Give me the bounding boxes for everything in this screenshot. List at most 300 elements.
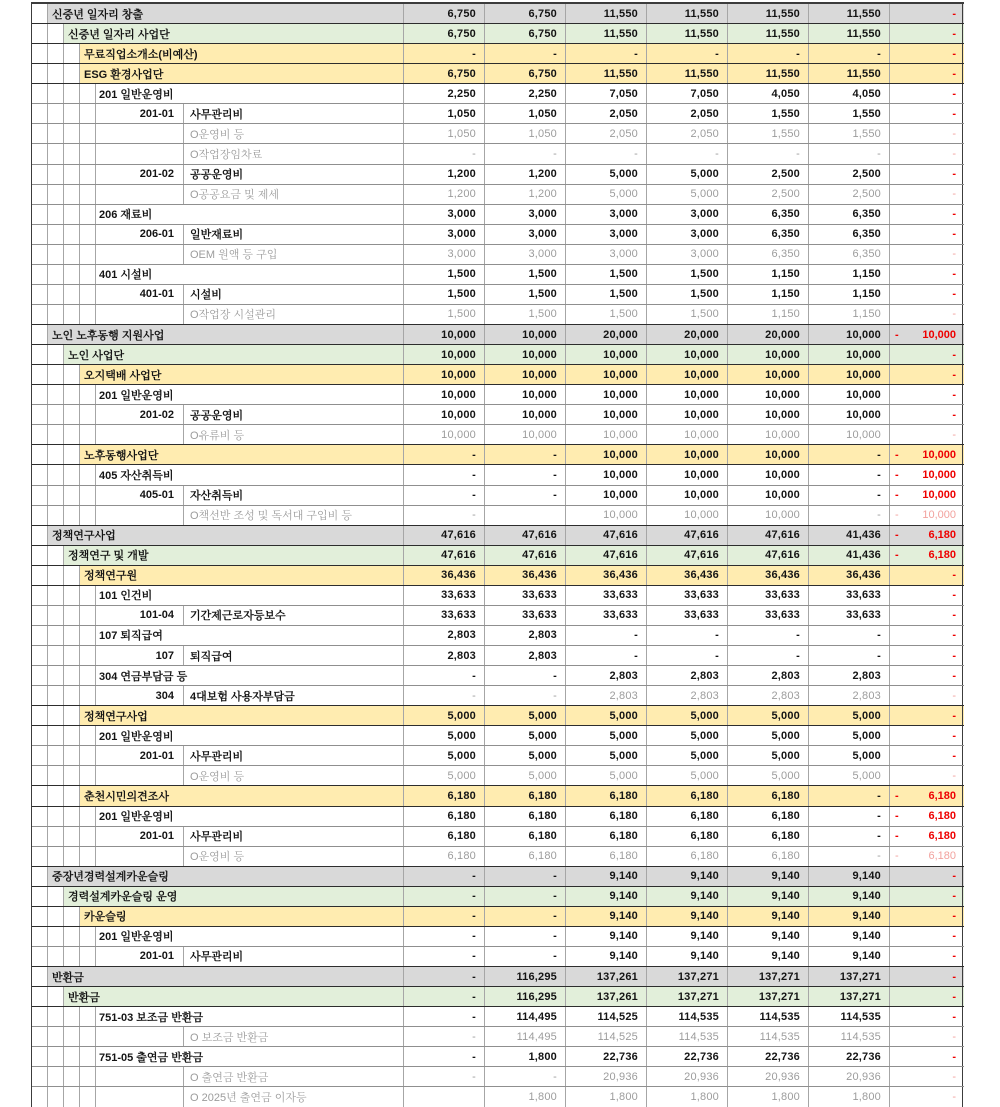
value-cell: 1,500 [566, 285, 647, 304]
value-cell: - [647, 144, 728, 163]
account-code-cell: 201-01 [96, 947, 184, 966]
value-cell: 7,050 [647, 84, 728, 103]
value-cell: 6,180 [404, 827, 485, 846]
table-row [32, 104, 964, 124]
value-cell: 10,000 [647, 425, 728, 444]
item-name-cell: 201 일반운영비 [96, 927, 404, 946]
item-name-cell: 중장년경력설계카운슬링 [48, 867, 404, 886]
indent-cell [48, 445, 64, 464]
value-cell: 10,000 [566, 465, 647, 484]
dash: - [952, 609, 956, 622]
indent-cell [64, 947, 80, 966]
indent-cell [64, 766, 80, 785]
account-code-cell [96, 245, 184, 264]
table-row [32, 1067, 964, 1087]
indent-cell [64, 445, 80, 464]
value-cell: 33,633 [728, 586, 809, 605]
indent-cell [80, 686, 96, 705]
value-cell: 6,350 [728, 225, 809, 244]
value-cell: 114,495 [485, 1027, 566, 1046]
indent-cell [64, 827, 80, 846]
value-cell: 33,633 [485, 586, 566, 605]
value-cell: 10,000 [404, 325, 485, 344]
account-code-cell: 201-01 [96, 746, 184, 765]
value-cell: 3,000 [566, 245, 647, 264]
value-cell: - [809, 847, 890, 866]
indent-cell [32, 1007, 48, 1026]
value-cell: 11,550 [647, 4, 728, 23]
value-cell: 41,436 [809, 546, 890, 565]
value-cell: 5,000 [728, 706, 809, 725]
value-cell: 2,803 [485, 646, 566, 665]
dash: - [952, 428, 956, 441]
difference-cell [890, 365, 963, 384]
indent-cell [48, 405, 64, 424]
item-name-cell: 201 일반운영비 [96, 84, 404, 103]
indent-cell [48, 1067, 64, 1086]
value-cell: 1,800 [647, 1087, 728, 1107]
difference-cell [890, 686, 963, 705]
value-cell: 2,500 [809, 165, 890, 184]
difference-cell [890, 867, 963, 886]
table-row [32, 486, 964, 506]
value-cell: 33,633 [809, 606, 890, 625]
account-code-cell: 401-01 [96, 285, 184, 304]
value-cell: 3,000 [485, 205, 566, 224]
value-cell: 1,800 [485, 1087, 566, 1107]
value-cell: 3,000 [485, 225, 566, 244]
account-code-cell [96, 124, 184, 143]
difference-cell [890, 666, 963, 685]
indent-cell [32, 84, 48, 103]
item-name-cell: 일반재료비 [184, 225, 404, 244]
value-cell: 114,535 [647, 1027, 728, 1046]
table-row [32, 225, 964, 245]
indent-cell [32, 465, 48, 484]
value-cell: 10,000 [809, 345, 890, 364]
indent-cell [48, 947, 64, 966]
indent-cell [64, 144, 80, 163]
item-name-cell: O 2025년 출연금 이자등 [184, 1087, 404, 1107]
item-name-cell: 오지택배 사업단 [80, 365, 404, 384]
value-cell: 22,736 [647, 1047, 728, 1066]
value-cell: 2,803 [728, 686, 809, 705]
dash: - [952, 689, 956, 702]
account-code-cell [96, 305, 184, 324]
value-cell: 10,000 [809, 405, 890, 424]
dash: - [952, 910, 956, 923]
value-cell: 1,050 [485, 104, 566, 123]
difference-value: 10,000 [922, 448, 956, 461]
table-row [32, 887, 964, 907]
value-cell: 3,000 [404, 205, 485, 224]
value-cell: - [809, 445, 890, 464]
value-cell: 114,525 [566, 1007, 647, 1026]
value-cell: 47,616 [728, 546, 809, 565]
value-cell: 10,000 [485, 405, 566, 424]
indent-cell [48, 265, 64, 284]
table-row [32, 726, 964, 746]
value-cell: 20,000 [566, 325, 647, 344]
difference-cell [890, 44, 963, 63]
indent-cell [48, 726, 64, 745]
indent-cell [32, 746, 48, 765]
value-cell: 137,271 [647, 987, 728, 1006]
value-cell: - [485, 445, 566, 464]
value-cell: 2,500 [728, 185, 809, 204]
item-name-cell: O작업장 시설관리 [184, 305, 404, 324]
table-row [32, 766, 964, 786]
indent-cell [32, 4, 48, 23]
indent-cell [48, 887, 64, 906]
indent-cell [80, 265, 96, 284]
value-cell: - [404, 927, 485, 946]
dash: - [952, 970, 956, 983]
value-cell: 10,000 [485, 425, 566, 444]
value-cell: 5,000 [485, 746, 566, 765]
table-row [32, 465, 964, 485]
value-cell: 6,350 [809, 245, 890, 264]
value-cell: 5,000 [404, 706, 485, 725]
value-cell: 5,000 [566, 165, 647, 184]
indent-cell [32, 165, 48, 184]
value-cell: 6,750 [485, 64, 566, 83]
value-cell: 5,000 [647, 185, 728, 204]
value-cell: - [485, 686, 566, 705]
table-row [32, 1007, 964, 1027]
value-cell: 5,000 [404, 746, 485, 765]
value-cell: 9,140 [566, 887, 647, 906]
item-name-cell: 206 재료비 [96, 205, 404, 224]
indent-cell [64, 1087, 80, 1107]
table-row [32, 907, 964, 927]
value-cell: 2,803 [647, 686, 728, 705]
dash: - [952, 348, 956, 361]
value-cell: 22,736 [728, 1047, 809, 1066]
indent-cell [64, 746, 80, 765]
table-row [32, 185, 964, 205]
value-cell: 11,550 [566, 24, 647, 43]
difference-cell [890, 1087, 963, 1107]
value-cell: - [485, 867, 566, 886]
value-cell: - [809, 786, 890, 805]
difference-cell [890, 185, 963, 204]
indent-cell [32, 546, 48, 565]
value-cell: - [404, 1007, 485, 1026]
minus-sign: - [895, 810, 899, 823]
indent-cell [32, 1087, 48, 1107]
table-row [32, 345, 964, 365]
value-cell: 1,500 [485, 305, 566, 324]
value-cell: 10,000 [647, 365, 728, 384]
indent-cell [48, 1087, 64, 1107]
value-cell: 1,500 [404, 305, 485, 324]
difference-cell [890, 746, 963, 765]
indent-cell [32, 726, 48, 745]
difference-cell [890, 144, 963, 163]
value-cell: 9,140 [647, 927, 728, 946]
value-cell: 10,000 [566, 365, 647, 384]
value-cell: 114,535 [647, 1007, 728, 1026]
indent-cell [32, 706, 48, 725]
indent-cell [48, 285, 64, 304]
indent-cell [80, 646, 96, 665]
table-row [32, 666, 964, 686]
value-cell: - [485, 44, 566, 63]
account-code-cell: 405-01 [96, 486, 184, 505]
value-cell: 137,261 [566, 987, 647, 1006]
indent-cell [64, 626, 80, 645]
item-name-cell: 춘천시민의견조사 [80, 786, 404, 805]
value-cell: - [485, 887, 566, 906]
indent-cell [48, 365, 64, 384]
difference-cell [890, 124, 963, 143]
table-row [32, 606, 964, 626]
indent-cell [80, 606, 96, 625]
value-cell: 6,750 [404, 24, 485, 43]
value-cell: 20,000 [647, 325, 728, 344]
value-cell: 1,150 [809, 285, 890, 304]
dash: - [952, 589, 956, 602]
value-cell: 10,000 [647, 405, 728, 424]
table-row [32, 807, 964, 827]
difference-cell [890, 586, 963, 605]
value-cell: 47,616 [647, 546, 728, 565]
value-cell: 6,180 [728, 786, 809, 805]
indent-cell [64, 405, 80, 424]
value-cell: 9,140 [647, 867, 728, 886]
value-cell: 10,000 [485, 345, 566, 364]
value-cell: - [566, 626, 647, 645]
indent-cell [48, 205, 64, 224]
table-row [32, 967, 964, 987]
item-name-cell: O운영비 등 [184, 124, 404, 143]
table-row [32, 827, 964, 847]
indent-cell [32, 144, 48, 163]
indent-cell [80, 144, 96, 163]
table-row [32, 566, 964, 586]
minus-sign: - [895, 549, 899, 562]
indent-cell [48, 807, 64, 826]
indent-cell [48, 827, 64, 846]
indent-cell [48, 666, 64, 685]
value-cell: 1,550 [728, 124, 809, 143]
value-cell: 137,271 [809, 967, 890, 986]
difference-cell [890, 486, 963, 505]
indent-cell [64, 124, 80, 143]
indent-cell [64, 285, 80, 304]
value-cell: 11,550 [728, 24, 809, 43]
dash: - [952, 569, 956, 582]
difference-cell [890, 385, 963, 404]
table-row [32, 64, 964, 84]
indent-cell [64, 1007, 80, 1026]
indent-cell [80, 245, 96, 264]
indent-cell [48, 746, 64, 765]
item-name-cell: O운영비 등 [184, 766, 404, 785]
table-row [32, 646, 964, 666]
value-cell: 1,050 [404, 104, 485, 123]
value-cell: 1,200 [485, 165, 566, 184]
table-row [32, 445, 964, 465]
indent-cell [48, 1047, 64, 1066]
indent-cell [80, 746, 96, 765]
difference-cell [890, 766, 963, 785]
value-cell: 47,616 [728, 526, 809, 545]
difference-cell [890, 305, 963, 324]
indent-cell [64, 385, 80, 404]
value-cell: 2,803 [485, 626, 566, 645]
indent-cell [64, 586, 80, 605]
value-cell: 2,250 [485, 84, 566, 103]
item-name-cell: O 보조금 반환금 [184, 1027, 404, 1046]
indent-cell [32, 526, 48, 545]
value-cell: 10,000 [647, 506, 728, 525]
value-cell: 11,550 [566, 64, 647, 83]
value-cell: - [809, 44, 890, 63]
value-cell: 1,500 [485, 285, 566, 304]
value-cell: 5,000 [404, 726, 485, 745]
value-cell: 6,180 [566, 786, 647, 805]
indent-cell [32, 265, 48, 284]
value-cell: 33,633 [728, 606, 809, 625]
value-cell: 22,736 [809, 1047, 890, 1066]
value-cell: - [566, 44, 647, 63]
indent-cell [80, 1027, 96, 1046]
value-cell: 33,633 [647, 606, 728, 625]
value-cell: - [485, 927, 566, 946]
item-name-cell: 카운슬링 [80, 907, 404, 926]
value-cell: 9,140 [566, 947, 647, 966]
table-row [32, 947, 964, 967]
value-cell: 5,000 [728, 766, 809, 785]
dash: - [952, 749, 956, 762]
difference-cell [890, 64, 963, 83]
indent-cell [64, 927, 80, 946]
value-cell: - [404, 947, 485, 966]
value-cell: 33,633 [566, 606, 647, 625]
difference-cell [890, 24, 963, 43]
value-cell: 5,000 [404, 766, 485, 785]
difference-cell [890, 265, 963, 284]
value-cell: 9,140 [647, 947, 728, 966]
value-cell: 1,500 [647, 265, 728, 284]
indent-cell [64, 807, 80, 826]
dash: - [952, 87, 956, 100]
dash: - [952, 890, 956, 903]
value-cell: - [566, 144, 647, 163]
table-row [32, 325, 964, 345]
dash: - [952, 649, 956, 662]
value-cell: - [485, 666, 566, 685]
value-cell: 10,000 [485, 385, 566, 404]
indent-cell [64, 486, 80, 505]
value-cell: 10,000 [404, 365, 485, 384]
item-name-cell: 퇴직급여 [184, 646, 404, 665]
indent-cell [32, 847, 48, 866]
indent-cell [32, 987, 48, 1006]
item-name-cell: 101 인건비 [96, 586, 404, 605]
item-name-cell: 201 일반운영비 [96, 726, 404, 745]
value-cell: 10,000 [566, 345, 647, 364]
indent-cell [64, 706, 80, 725]
value-cell: 10,000 [809, 325, 890, 344]
indent-cell [80, 385, 96, 404]
indent-cell [48, 385, 64, 404]
item-name-cell: 정책연구원 [80, 566, 404, 585]
account-code-cell [96, 847, 184, 866]
difference-cell [890, 726, 963, 745]
value-cell: 5,000 [566, 746, 647, 765]
dash: - [952, 709, 956, 722]
indent-cell [32, 867, 48, 886]
dash: - [952, 47, 956, 60]
value-cell: - [809, 144, 890, 163]
difference-cell [890, 84, 963, 103]
value-cell: 33,633 [404, 606, 485, 625]
dash: - [952, 368, 956, 381]
minus-sign: - [895, 509, 899, 522]
minus-sign: - [895, 489, 899, 502]
value-cell: 7,050 [566, 84, 647, 103]
value-cell: 10,000 [647, 486, 728, 505]
indent-cell [32, 927, 48, 946]
table-row [32, 124, 964, 144]
value-cell: 10,000 [566, 385, 647, 404]
account-code-cell [96, 425, 184, 444]
indent-cell [48, 165, 64, 184]
account-code-cell [96, 1087, 184, 1107]
value-cell: 10,000 [404, 345, 485, 364]
value-cell: 1,550 [809, 104, 890, 123]
indent-cell [32, 907, 48, 926]
value-cell: 1,800 [728, 1087, 809, 1107]
value-cell: 10,000 [728, 365, 809, 384]
value-cell: 1,500 [647, 285, 728, 304]
value-cell: 36,436 [404, 566, 485, 585]
indent-cell [32, 586, 48, 605]
value-cell: 116,295 [485, 987, 566, 1006]
minus-sign: - [895, 850, 899, 863]
indent-cell [80, 1047, 96, 1066]
dash: - [952, 870, 956, 883]
table-row [32, 686, 964, 706]
value-cell: 6,750 [404, 64, 485, 83]
value-cell: - [647, 626, 728, 645]
value-cell: 114,535 [728, 1007, 809, 1026]
value-cell: 20,936 [809, 1067, 890, 1086]
value-cell: - [809, 646, 890, 665]
value-cell: 1,150 [728, 285, 809, 304]
value-cell: 36,436 [566, 566, 647, 585]
value-cell: 4,050 [809, 84, 890, 103]
value-cell: 114,535 [809, 1007, 890, 1026]
table-row [32, 867, 964, 887]
indent-cell [80, 205, 96, 224]
indent-cell [32, 766, 48, 785]
value-cell: 5,000 [647, 706, 728, 725]
value-cell: 10,000 [647, 385, 728, 404]
indent-cell [64, 225, 80, 244]
value-cell: 6,180 [404, 786, 485, 805]
value-cell: 33,633 [485, 606, 566, 625]
value-cell: 9,140 [647, 887, 728, 906]
account-code-cell [96, 185, 184, 204]
value-cell: 1,550 [728, 104, 809, 123]
dash: - [952, 228, 956, 241]
value-cell: - [809, 827, 890, 846]
value-cell: 10,000 [728, 486, 809, 505]
